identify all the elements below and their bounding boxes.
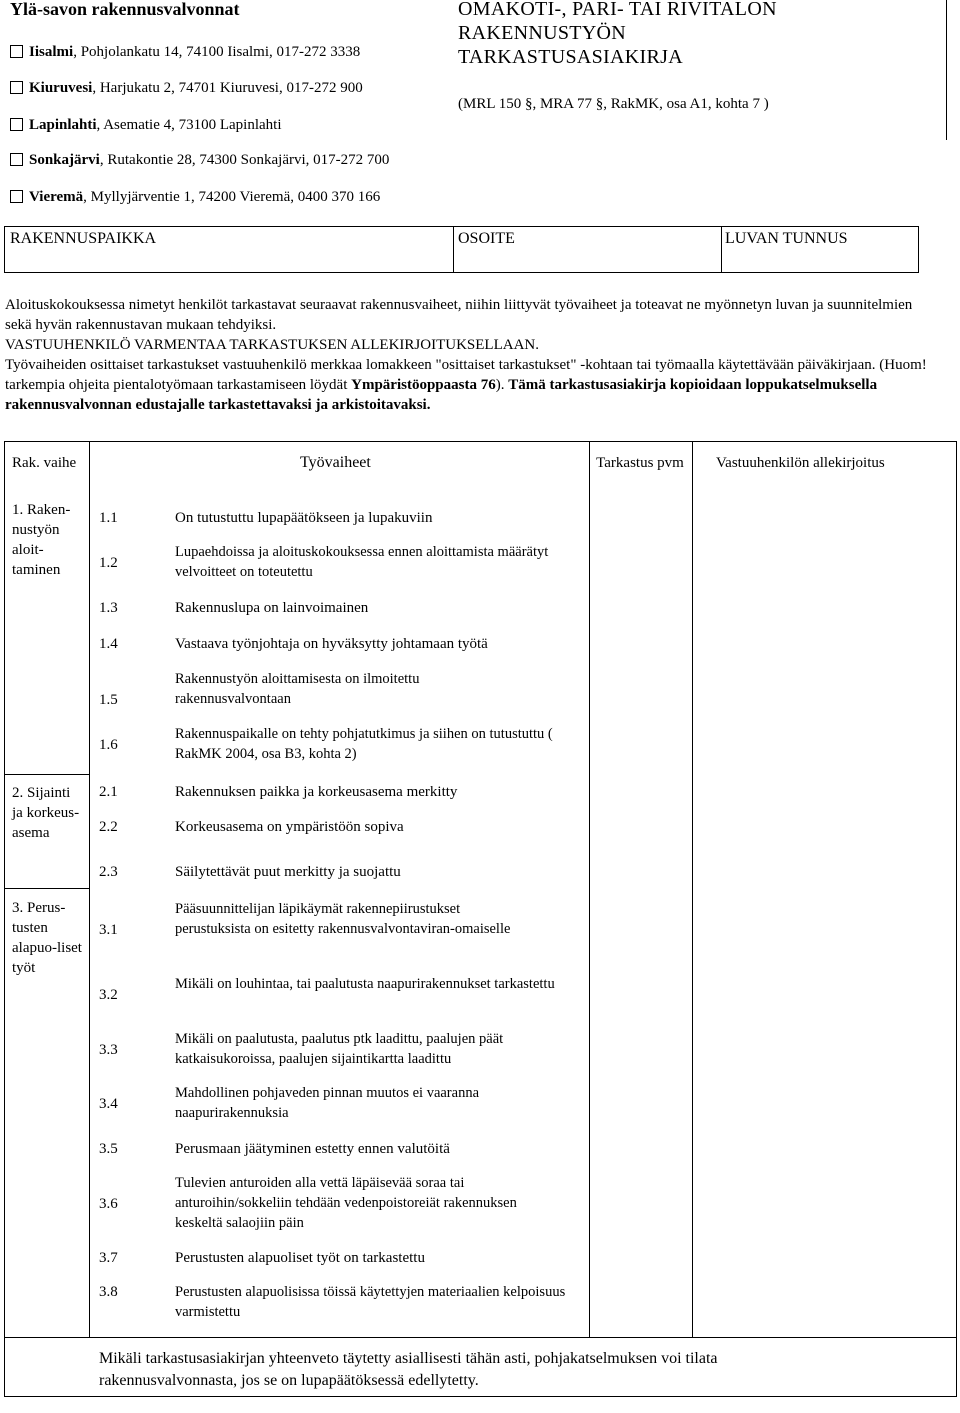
phase-2-title: 2. Sijainti ja korkeus-asema (12, 785, 80, 841)
row-text: Vastaava työnjohtaja on hyväksytty johtamaan työtä (175, 636, 488, 652)
phase-1-title: 1. Raken-nustyön aloit-taminen (12, 502, 71, 578)
row-text: Mikäli on paalutusta, paalutus ptk laadittu, paalujen päät katkaisukoroissa, paalujen sijaintikartta laadittu (175, 1031, 504, 1067)
site-label: RAKENNUSPAIKKA (10, 230, 157, 247)
row-text: Rakennustyön aloittamisesta on ilmoitettu rakennusvalvontaan (175, 671, 420, 707)
phase-3-title: 3. Perus-tusten alapuo-liset työt (12, 900, 82, 976)
row-number: 2.2 (99, 819, 118, 835)
checkbox-vierema[interactable] (10, 190, 23, 203)
row-text: Perustusten alapuolisissa töissä käytettyjen materiaalien kelpoisuus varmistettu (175, 1284, 566, 1320)
row-number: 1.5 (99, 692, 118, 708)
checkbox-lapinlahti[interactable] (10, 118, 23, 131)
col-header-phase: Rak. vaihe (12, 455, 77, 471)
instructions-notes: Työvaiheiden osittaiset tarkastukset vastuuhenkilö merkkaa lomakkeen "osittaiset tarkastukset" -kohtaan tai työmaalla käytettävään päiväkirjaan. (Huom! tarkempia ohjeita pientalotyömaan tarkastamiseen löydät Ympäristöoppaasta 76). Tämä tarkastusasiakirja kopioidaan loppukatselmuksella rakennusvalvonnan edustajalle tarkastettavaksi ja arkistoitavaksi. (5, 357, 927, 413)
col-header-date: Tarkastus pvm (596, 455, 684, 471)
address-label: OSOITE (458, 230, 515, 247)
row-text: Perustusten alapuoliset työt on tarkastettu (175, 1250, 425, 1266)
office-kiuruvesi[interactable]: Kiuruvesi, Harjukatu 2, 74701 Kiuruvesi, 017-272 900 (10, 78, 363, 98)
office-lapinlahti[interactable]: Lapinlahti, Asematie 4, 73100 Lapinlahti (10, 115, 282, 135)
row-number: 3.7 (99, 1250, 118, 1266)
row-text: Tulevien anturoiden alla vettä läpäisevää soraa tai anturoihin/sokkeliin tehdään vedenpoistoreiät rakennuksen keskeltä salaojiin päin (175, 1175, 517, 1231)
row-text: Korkeusasema on ympäristöön sopiva (175, 819, 404, 835)
row-number: 1.6 (99, 737, 118, 753)
row-number: 2.3 (99, 864, 118, 880)
col-header-work: Työvaiheet (300, 454, 371, 471)
row-number: 1.1 (99, 510, 118, 526)
row-number: 3.1 (99, 922, 118, 938)
checkbox-iisalmi[interactable] (10, 45, 23, 58)
permit-id-label: LUVAN TUNNUS (725, 230, 848, 247)
row-text: On tutustuttu lupapäätökseen ja lupakuviin (175, 510, 433, 526)
row-text: Rakennuspaikalle on tehty pohjatutkimus ja siihen on tutustuttu ( RakMK 2004, osa B3, kohta 2) (175, 726, 553, 762)
row-number: 3.8 (99, 1284, 118, 1300)
row-number: 1.3 (99, 600, 118, 616)
checkbox-sonkajarvi[interactable] (10, 153, 23, 166)
instructions (5, 295, 940, 415)
office-vierema[interactable]: Vieremä, Myllyjärventie 1, 74200 Vieremä, 0400 370 166 (10, 187, 380, 207)
row-number: 3.4 (99, 1096, 118, 1112)
row-text: Perusmaan jäätyminen estetty ennen valutöitä (175, 1141, 450, 1157)
office-sonkajarvi[interactable]: Sonkajärvi, Rutakontie 28, 74300 Sonkajärvi, 017-272 700 (10, 150, 389, 170)
row-text: Pääsuunnittelijan läpikäymät rakennepiirustukset perustuksista on esitetty rakennusvalvontaviran-omaiselle (175, 901, 511, 937)
row-text: Rakennuksen paikka ja korkeusasema merkitty (175, 784, 458, 800)
row-text: Rakennuslupa on lainvoimainen (175, 600, 369, 616)
org-name: Ylä-savon rakennusvalvonnat (10, 0, 240, 19)
document-title: OMAKOTI-, PARI- TAI RIVITALON RAKENNUSTYÖN TARKASTUSASIAKIRJA (458, 0, 777, 68)
address-field[interactable] (456, 251, 718, 271)
row-number: 3.5 (99, 1141, 118, 1157)
row-text: Säilytettävät puut merkitty ja suojattu (175, 864, 401, 880)
footer-note: Mikäli tarkastusasiakirjan yhteenveto täytetty asiallisesti tähän asti, pohjakatselmuksen voi tilata rakennusvalvonnasta, jos se on lupapäätöksessä edellytetty. (99, 1350, 718, 1389)
signature-column[interactable] (695, 500, 953, 1330)
row-number: 3.2 (99, 987, 118, 1003)
row-text: Lupaehdoissa ja aloituskokouksessa ennen aloittamista määrätyt velvoitteet on toteutettu (175, 544, 549, 580)
instructions-emphasis: VASTUUHENKILÖ VARMENTAA TARKASTUKSEN ALLEKIRJOITUKSELLAAN. (5, 337, 539, 353)
row-text: Mikäli on louhintaa, tai paalutusta naapurirakennukset tarkastettu (175, 976, 555, 992)
office-iisalmi[interactable]: Iisalmi, Pohjolankatu 14, 74100 Iisalmi, 017-272 3338 (10, 42, 360, 62)
row-number: 3.3 (99, 1042, 118, 1058)
row-number: 1.4 (99, 636, 118, 652)
row-number: 2.1 (99, 784, 118, 800)
law-reference: (MRL 150 §, MRA 77 §, RakMK, osa A1, kohta 7 ) (458, 96, 769, 112)
instructions-paragraph: Aloituskokouksessa nimetyt henkilöt tarkastavat seuraavat rakennusvaiheet, niihin liittyvät työvaiheet ja toteavat ne myönnetyn luvan ja suunnitelmien sekä hyvän rakennustavan mukaan tehdyiksi. (5, 297, 913, 333)
checkbox-kiuruvesi[interactable] (10, 81, 23, 94)
row-text: Mahdollinen pohjaveden pinnan muutos ei vaaranna naapurirakennuksia (175, 1085, 480, 1121)
col-header-signature: Vastuuhenkilön allekirjoitus (716, 455, 885, 471)
inspection-date-column[interactable] (592, 500, 690, 1330)
row-number: 1.2 (99, 555, 118, 571)
row-number: 3.6 (99, 1196, 118, 1212)
